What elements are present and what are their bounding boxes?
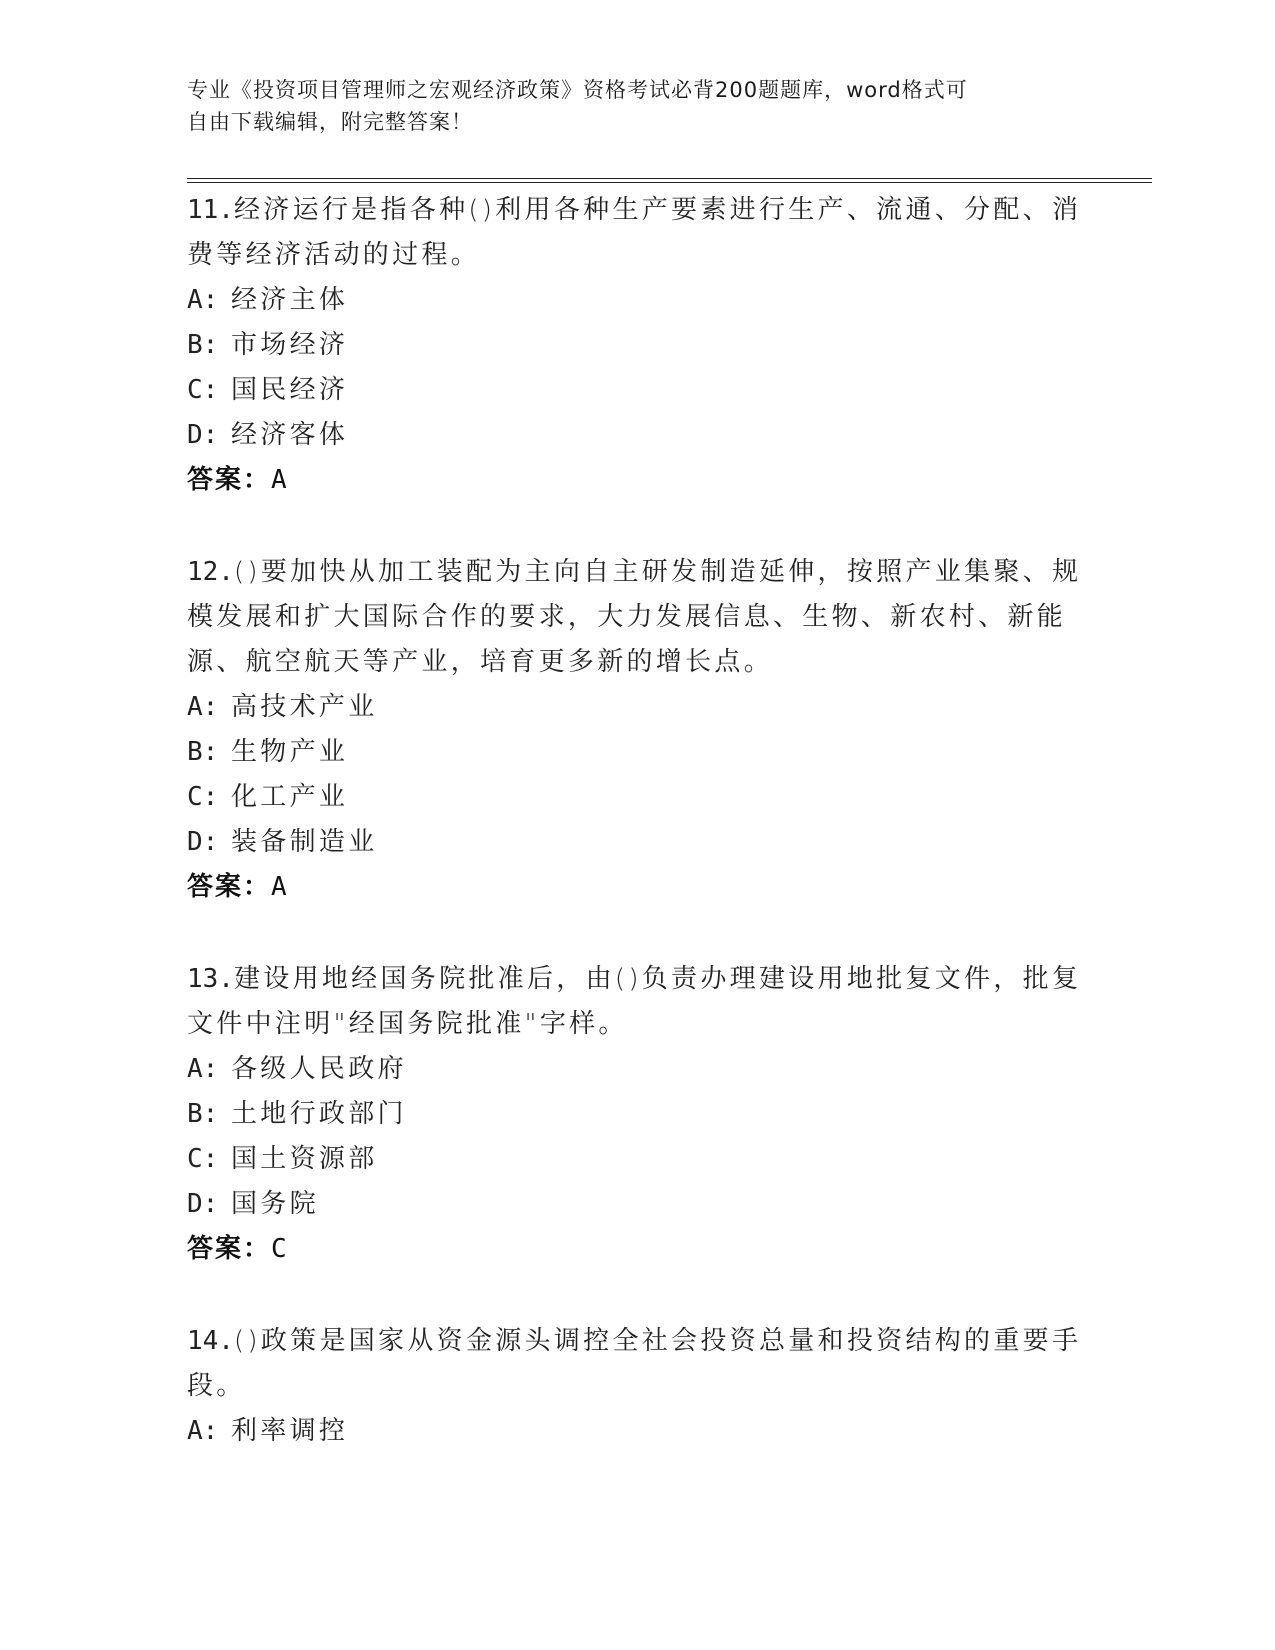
option-letter: A: [187,1416,219,1446]
option-letter: A: [187,692,219,722]
option-letter: D: [187,1189,219,1219]
answer-line [187,865,1087,910]
option-text: 装备制造业 [231,827,378,857]
question-stem [187,1319,1087,1364]
question-spacer [187,1272,1087,1319]
answer-label: 答案： [187,872,272,902]
answer-line [187,458,1087,503]
option-c [187,368,1087,413]
header-line-1: 专业《投资项目管理师之宏观经济政策》资格考试必背200题题库，word格式可 [187,78,968,102]
question-12 [187,550,1087,910]
question-13 [187,957,1087,1272]
option-text: 各级人民政府 [231,1054,407,1084]
option-a [187,685,1087,730]
document-header [187,74,1067,138]
option-letter: C: [187,375,219,405]
header-line-2: 自由下载编辑，附完整答案！ [187,110,473,134]
question-stem-continued: 段。 [187,1371,246,1401]
option-b [187,1092,1087,1137]
question-number: 11. [187,195,234,225]
option-d [187,820,1087,865]
question-spacer [187,503,1087,550]
question-stem [187,550,1087,595]
question-number: 13. [187,964,234,994]
answer-line [187,1227,1087,1272]
option-text: 利率调控 [231,1416,349,1446]
option-text: 高技术产业 [231,692,378,722]
question-number: 14. [187,1326,234,1356]
option-text: 国务院 [231,1189,319,1219]
option-d [187,1182,1087,1227]
option-a [187,1047,1087,1092]
question-stem-line: ()要加快从加工装配为主向自主研发制造延伸，按照产业集聚、规 [233,557,1082,587]
question-list [187,188,1087,1454]
question-stem-continued: 费等经济活动的过程。 [187,240,481,270]
question-stem-line: 经济运行是指各种()利用各种生产要素进行生产、流通、分配、消 [233,195,1082,225]
option-text: 化工产业 [231,782,349,812]
answer-value: C [271,1234,289,1264]
option-text: 国民经济 [231,375,349,405]
option-a [187,1409,1087,1454]
question-14 [187,1319,1087,1454]
option-letter: A: [187,1054,219,1084]
option-letter: A: [187,285,219,315]
option-letter: B: [187,1099,219,1129]
option-b [187,730,1087,775]
answer-label: 答案： [187,1234,272,1264]
option-b [187,323,1087,368]
question-stem-line: 建设用地经国务院批准后，由()负责办理建设用地批复文件，批复 [233,964,1082,994]
header-double-rule [187,178,1152,183]
question-stem-continued: 模发展和扩大国际合作的要求，大力发展信息、生物、新农村、新能 [187,602,1067,632]
question-stem-line: ()政策是国家从资金源头调控全社会投资总量和投资结构的重要手 [233,1326,1082,1356]
option-text: 经济客体 [231,420,349,450]
option-c [187,775,1087,820]
option-a [187,278,1087,323]
option-text: 生物产业 [231,737,349,767]
question-stem-continued: 源、航空航天等产业，培育更多新的增长点。 [187,647,774,677]
option-letter: C: [187,782,219,812]
option-text: 经济主体 [231,285,349,315]
answer-value: A [271,872,289,902]
option-text: 国土资源部 [231,1144,378,1174]
answer-value: A [271,465,289,495]
option-text: 土地行政部门 [231,1099,407,1129]
question-stem [187,957,1087,1002]
option-text: 市场经济 [231,330,349,360]
option-letter: B: [187,330,219,360]
option-letter: B: [187,737,219,767]
question-number: 12. [187,557,234,587]
option-d [187,413,1087,458]
question-spacer [187,910,1087,957]
question-stem [187,188,1087,233]
option-letter: D: [187,827,219,857]
question-11 [187,188,1087,503]
option-c [187,1137,1087,1182]
answer-label: 答案： [187,465,272,495]
option-letter: C: [187,1144,219,1174]
question-stem-continued: 文件中注明"经国务院批准"字样。 [187,1009,628,1039]
option-letter: D: [187,420,219,450]
